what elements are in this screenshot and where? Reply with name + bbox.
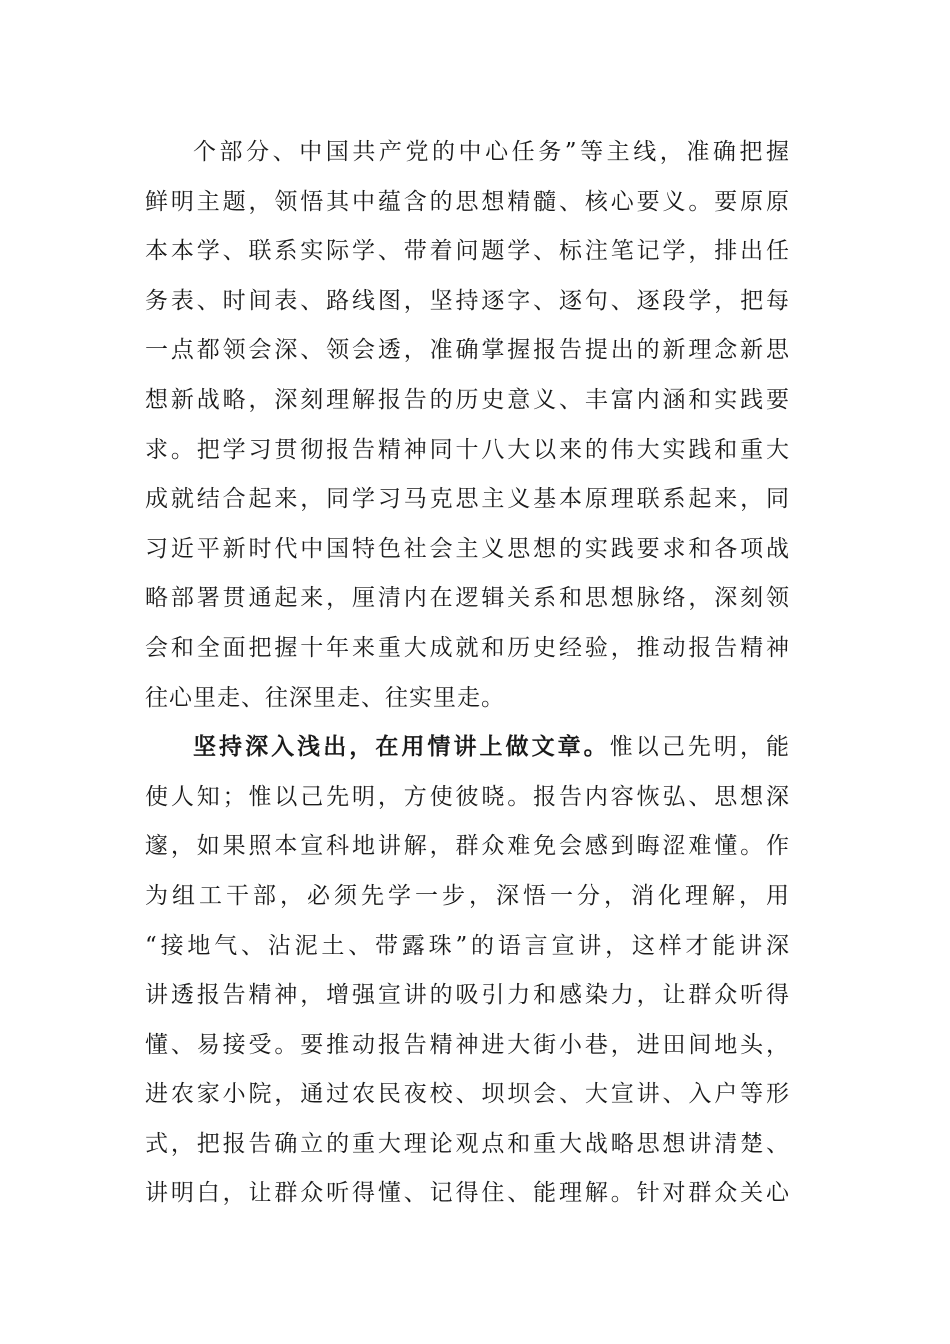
text-line: 讲透报告精神，增强宣讲的吸引力和感染力，让群众听得 <box>145 982 790 1009</box>
text-line: 想新战略，深刻理解报告的历史意义、丰富内涵和实践要 <box>145 386 790 413</box>
text-line: 略部署贯通起来，厘清内在逻辑关系和思想脉络，深刻领 <box>145 585 790 612</box>
paragraph-1 <box>145 128 790 723</box>
heading-line-rest: 惟以己先明，能 <box>609 734 791 761</box>
text-line: 鲜明主题，领悟其中蕴含的思想精髓、核心要义。要原原 <box>145 188 790 215</box>
text-line: 式，把报告确立的重大理论观点和重大战略思想讲清楚、 <box>145 1130 790 1157</box>
text-line: “接地气、沾泥土、带露珠”的语言宣讲，这样才能讲深 <box>145 932 790 959</box>
text-line: 会和全面把握十年来重大成就和历史经验，推动报告精神 <box>145 634 790 661</box>
text-line: 懂、易接受。要推动报告精神进大街小巷，进田间地头， <box>145 1031 790 1058</box>
text-line: 往心里走、往深里走、往实里走。 <box>145 684 505 711</box>
paragraph-2 <box>145 723 790 1219</box>
text-line: 邃，如果照本宣科地讲解，群众难免会感到晦涩难懂。作 <box>145 833 790 860</box>
text-line: 务表、时间表、路线图，坚持逐字、逐句、逐段学，把每 <box>145 287 790 314</box>
text-line: 一点都领会深、领会透，准确掌握报告提出的新理念新思 <box>145 337 790 364</box>
text-line: 习近平新时代中国特色社会主义思想的实践要求和各项战 <box>145 535 790 562</box>
text-line: 讲明白，让群众听得懂、记得住、能理解。针对群众关心 <box>145 1180 790 1207</box>
text-line: 进农家小院，通过农民夜校、坝坝会、大宣讲、入户等形 <box>145 1081 790 1108</box>
text-line: 个部分、中国共产党的中心任务”等主线，准确把握 <box>193 139 790 165</box>
paragraph-heading: 坚持深入浅出，在用情讲上做文章。 <box>193 734 610 761</box>
text-line <box>145 723 790 773</box>
text-line: 成就结合起来，同学习马克思主义基本原理联系起来，同 <box>145 486 790 513</box>
text-line: 求。把学习贯彻报告精神同十八大以来的伟大实践和重大 <box>145 436 790 463</box>
text-line: 为组工干部，必须先学一步，深悟一分，消化理解，用 <box>145 882 790 909</box>
text-line: 本本学、联系实际学、带着问题学、标注笔记学，排出任 <box>145 238 790 265</box>
text-line: 使人知；惟以己先明，方使彼晓。报告内容恢弘、思想深 <box>145 783 790 810</box>
document-body <box>145 128 790 1219</box>
